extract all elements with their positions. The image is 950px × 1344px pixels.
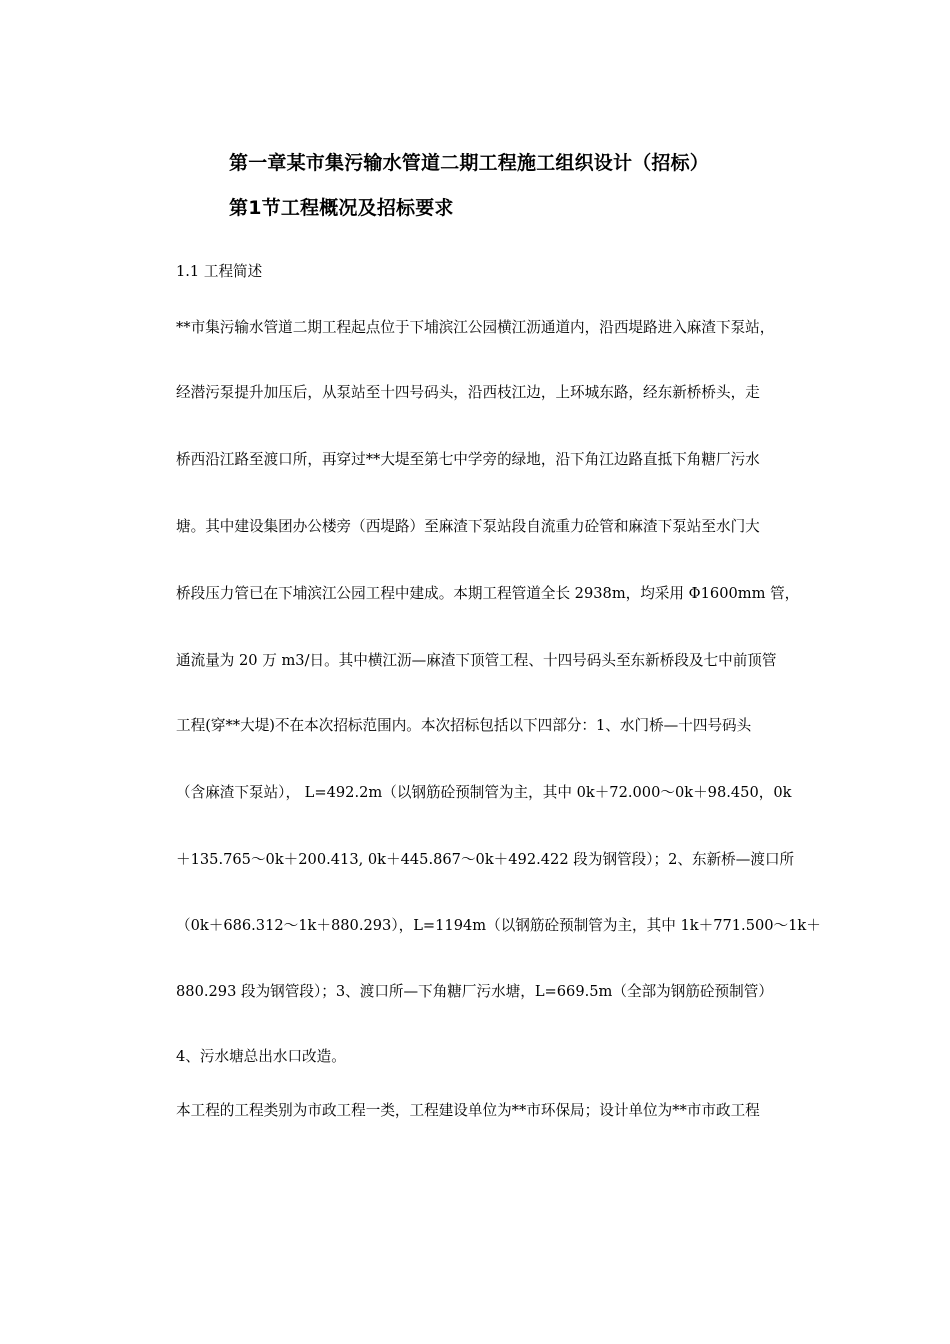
section-title: 第1节工程概况及招标要求 xyxy=(229,197,454,219)
body-line: （0k＋686.312～1k＋880.293），L=1194m（以钢筋砼预制管为主，其中 1k＋771.500～1k＋ xyxy=(176,917,821,934)
body-line: 塘。其中建设集团办公楼旁（西堤路）至麻渣下泵站段自流重力砼管和麻渣下泵站至水门大 xyxy=(176,518,760,535)
body-line: 工程(穿**大堤)不在本次招标范围内。本次招标包括以下四部分：1、水门桥—十四号码头 xyxy=(176,717,752,734)
body-line: 本工程的工程类别为市政工程一类，工程建设单位为**市环保局；设计单位为**市市政工程 xyxy=(176,1102,760,1119)
body-line: 桥西沿江路至渡口所，再穿过**大堤至第七中学旁的绿地，沿下角江边路直抵下角糖厂污水 xyxy=(176,451,760,468)
body-line: 880.293 段为钢管段）；3、渡口所—下角糖厂污水塘，L=669.5m（全部为钢筋砼预制管） xyxy=(176,983,773,1000)
subsection-title: 1.1 工程简述 xyxy=(176,263,263,280)
body-line: ＋135.765～0k＋200.413, 0k＋445.867～0k＋492.422 段为钢管段）；2、东新桥—渡口所 xyxy=(176,851,795,868)
body-line: **市集污输水管道二期工程起点位于下埔滨江公园横江沥通道内，沿西堤路进入麻渣下泵站， xyxy=(176,319,775,336)
body-line: （含麻渣下泵站）， L=492.2m（以钢筋砼预制管为主，其中 0k＋72.000～0k＋98.450，0k xyxy=(176,784,792,801)
chapter-title: 第一章某市集污输水管道二期工程施工组织设计（招标） xyxy=(229,152,710,174)
body-line: 通流量为 20 万 m3/日。其中横江沥—麻渣下顶管工程、十四号码头至东新桥段及七中前顶管 xyxy=(176,652,777,669)
body-line: 4、污水塘总出水口改造。 xyxy=(176,1048,346,1065)
body-line: 桥段压力管已在下埔滨江公园工程中建成。本期工程管道全长 2938m，均采用 Φ1600mm 管， xyxy=(176,585,800,602)
body-line: 经潜污泵提升加压后，从泵站至十四号码头，沿西枝江边，上环城东路，经东新桥桥头，走 xyxy=(176,384,760,401)
